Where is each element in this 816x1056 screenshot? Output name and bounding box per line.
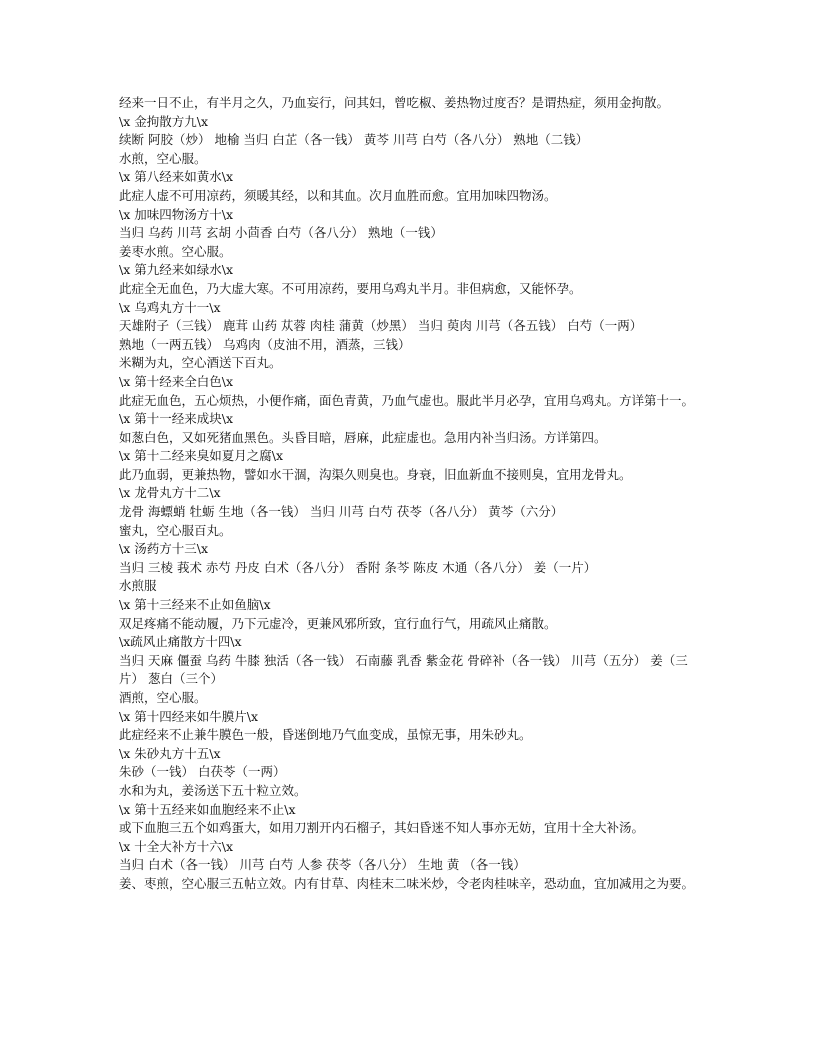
text-line: 当归 三棱 莪术 赤芍 丹皮 白术（各八分） 香附 条芩 陈皮 木通（各八分） 姜（一片） (119, 559, 597, 575)
section-heading: \x 朱砂丸方十五\x (119, 745, 221, 761)
text-line: 当归 天麻 僵蚕 乌药 牛膝 独活（各一钱） 石南藤 乳香 紫金花 骨碎补（各一钱） 川芎（五分） 姜（三片） 葱白（三个） (119, 652, 688, 687)
text-line: 此症无血色，五心烦热，小便作痛，面色青黄，乃血气虚也。服此半月必孕，宜用乌鸡丸。方详第十一。 (119, 392, 695, 408)
section-heading: \x 第十一经来成块\x (119, 411, 233, 427)
text-line: 此症全无血色，乃大虚大寒。不可用凉药，要用乌鸡丸半月。非但病愈，又能怀孕。 (119, 280, 582, 296)
text-line: 或下血胞三五个如鸡蛋大，如用刀割开内石榴子，其妇昏迷不知人事亦无妨，宜用十全大补汤。 (119, 820, 645, 836)
text-line: 此症经来不止兼牛膜色一般，昏迷倒地乃气血变成，虽惊无事，用朱砂丸。 (119, 727, 532, 743)
section-heading: \x 第十四经来如牛膜片\x (119, 708, 258, 724)
section-heading: \x 十全大补方十六\x (119, 838, 233, 854)
text-line: 如葱白色，又如死猪血黑色。头昏目暗，唇麻，此症虚也。急用内补当归汤。方详第四。 (119, 429, 607, 445)
document-body (119, 94, 703, 894)
text-line: 此乃血弱，更兼热物，譬如水干涸，沟渠久则臭也。身衰，旧血新血不接则臭，宜用龙骨丸。 (119, 466, 632, 482)
section-heading: \x 第八经来如黄水\x (119, 169, 233, 185)
section-heading: \x 汤药方十三\x (119, 541, 208, 557)
section-heading: \x 第十经来全白色\x (119, 373, 233, 389)
text-line: 水煎服 (119, 578, 157, 594)
text-line: 经来一日不止，有半月之久，乃血妄行，问其妇，曾吃椒、姜热物过度否？是谓热症，须用金拘散。 (119, 95, 670, 110)
text-line: 续断 阿胶（炒） 地榆 当归 白芷（各一钱） 黄芩 川芎 白芍（各八分） 熟地（二钱） (119, 132, 589, 148)
text-line: 此症人虚不可用凉药，须暖其经，以和其血。次月血胜而愈。宜用加味四物汤。 (119, 187, 557, 203)
text-line: 天雄附子（三钱） 鹿茸 山药 苁蓉 肉桂 蒲黄（炒黑） 当归 萸肉 川芎（各五钱） 白芍（一两） (119, 318, 643, 334)
section-heading: \x 第十五经来如血胞经来不止\x (119, 801, 296, 817)
text-line: 水煎，空心服。 (119, 150, 207, 166)
section-heading: \x 第九经来如绿水\x (119, 262, 233, 278)
text-line: 蜜丸，空心服百丸。 (119, 522, 232, 538)
text-line: 姜枣水煎。空心服。 (119, 243, 232, 259)
section-heading: \x疏风止痛散方十四\x (119, 634, 242, 650)
section-heading: \x 乌鸡丸方十一\x (119, 299, 221, 315)
text-line: 酒煎，空心服。 (119, 690, 207, 705)
text-line: 姜、枣煎，空心服三五帖立效。内有甘草、肉桂末二味米炒，令老肉桂味辛，恐动血，宜加减用之为要。 (119, 875, 695, 891)
text-line: 当归 白术（各一钱） 川芎 白芍 人参 茯苓（各八分） 生地 黄 （各一钱） (119, 857, 526, 873)
section-heading: \x 加味四物汤方十\x (119, 206, 233, 222)
text-line: 米糊为丸，空心酒送下百丸。 (119, 355, 282, 371)
text-line: 双足疼痛不能动履，乃下元虚冷，更兼风邪所致，宜行血行气，用疏风止痛散。 (119, 615, 557, 631)
section-heading: \x 第十二经来臭如夏月之腐\x (119, 448, 283, 464)
section-heading: \x 第十三经来不止如鱼脑\x (119, 597, 271, 613)
text-line: 熟地（一两五钱） 乌鸡肉（皮油不用，酒蒸，三钱） (119, 336, 411, 352)
text-line: 当归 乌药 川芎 玄胡 小茴香 白芍（各八分） 熟地（一钱） (119, 225, 443, 241)
text-line: 朱砂（一钱） 白茯苓（一两） (119, 764, 286, 780)
section-heading: \x 龙骨丸方十二\x (119, 485, 221, 501)
section-heading: \x 金拘散方九\x (119, 113, 208, 129)
text-line: 龙骨 海螵蛸 牡蛎 生地（各一钱） 当归 川芎 白芍 茯苓（各八分） 黄芩（六分） (119, 504, 564, 520)
text-line: 水和为丸，姜汤送下五十粒立效。 (119, 782, 307, 798)
